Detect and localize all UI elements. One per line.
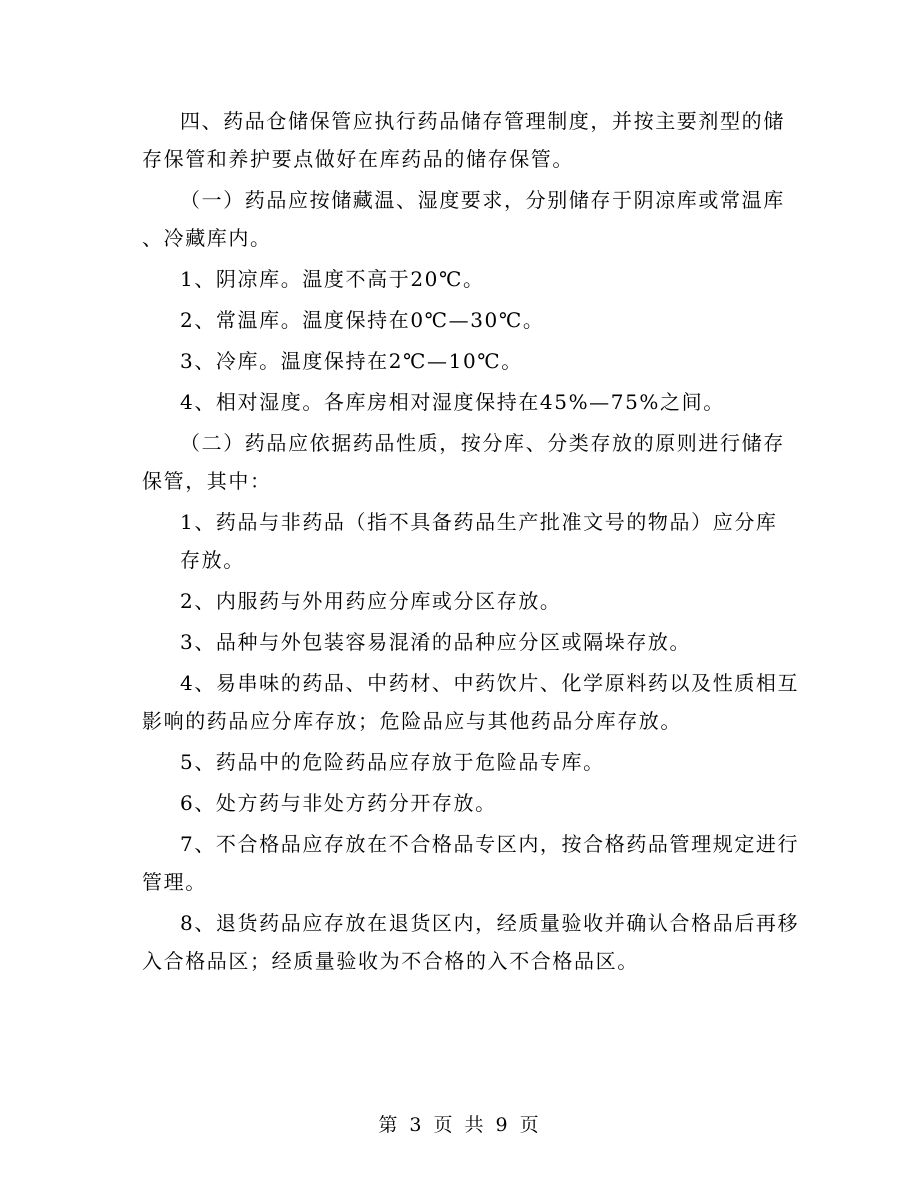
text-line: 入合格品区；经质量验收为不合格的入不合格品区。: [142, 949, 639, 973]
text-line: 7、不合格品应存放在不合格品专区内，按合格药品管理规定进行: [180, 832, 800, 856]
paragraph-subsection-2: [142, 424, 787, 500]
text-line: （一）药品应按储藏温、湿度要求，分别储存于阴凉库或常温库: [180, 188, 785, 212]
paragraph-item-4: [142, 664, 800, 740]
paragraph-subsection-1: [142, 181, 787, 257]
text-line: 存放。: [180, 548, 245, 572]
text-line: 保管，其中：: [142, 469, 272, 493]
text-line: 存保管和养护要点做好在库药品的储存保管。: [142, 147, 574, 171]
paragraph-item-3: 3、品种与外包装容易混淆的品种应分区或隔垛存放。: [180, 630, 692, 654]
text-line: （二）药品应依据药品性质，按分库、分类存放的原则进行储存: [180, 431, 785, 455]
page-number-footer: 第 3 页 共 9 页: [378, 1114, 542, 1136]
paragraph-item-8: [142, 904, 800, 980]
text-line: 、冷藏库内。: [142, 226, 272, 250]
paragraph-item-2: 2、内服药与外用药应分库或分区存放。: [180, 589, 562, 613]
document-body: [142, 102, 800, 980]
text-line: 管理。: [142, 870, 207, 894]
paragraph-item-5: 5、药品中的危险药品应存放于危险品专库。: [180, 750, 605, 774]
paragraph-normal-storage: 2、常温库。温度保持在0℃—30℃。: [180, 308, 545, 332]
paragraph-item-6: 6、处方药与非处方药分开存放。: [180, 791, 497, 815]
paragraph-humidity: 4、相对湿度。各库房相对湿度保持在45%—75%之间。: [180, 390, 725, 414]
paragraph-cold-storage: 3、冷库。温度保持在2℃—10℃。: [180, 349, 523, 373]
text-line: 影响的药品应分库存放；危险品应与其他药品分库存放。: [142, 709, 682, 733]
paragraph-item-1: [142, 503, 787, 579]
text-line: 四、药品仓储保管应执行药品储存管理制度，并按主要剂型的储: [180, 109, 785, 133]
text-line: 4、易串味的药品、中药材、中药饮片、化学原料药以及性质相互: [180, 671, 800, 695]
paragraph-cool-storage: 1、阴凉库。温度不高于20℃。: [180, 267, 485, 291]
text-line: 8、退货药品应存放在退货区内，经质量验收并确认合格品后再移: [180, 911, 800, 935]
paragraph-4: [142, 102, 787, 178]
paragraph-item-7: [142, 825, 800, 901]
text-line: 1、药品与非药品（指不具备药品生产批准文号的物品）应分库: [180, 510, 778, 534]
